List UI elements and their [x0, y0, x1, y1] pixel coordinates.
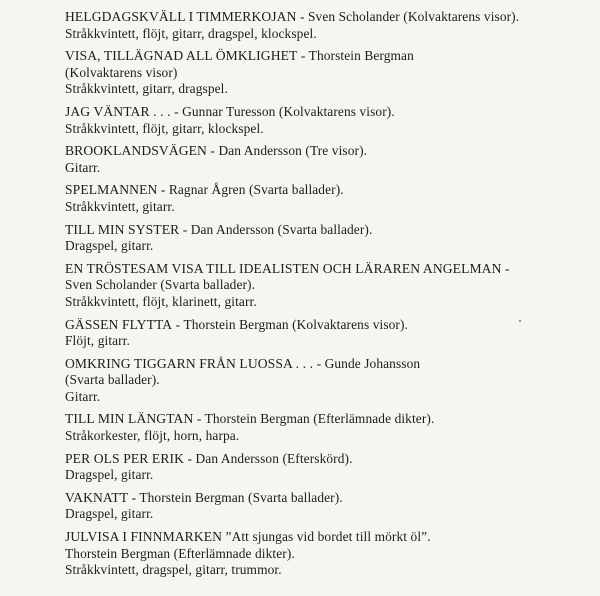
- track-credit: - Thorstein Bergman: [297, 48, 414, 64]
- track-entry: [65, 48, 595, 98]
- track-credit: - Thorstein Bergman (Kolvaktarens visor).: [172, 316, 408, 332]
- track-detail-line: Dragspel, gitarr.: [65, 467, 154, 483]
- track-credit: - Dan Andersson (Efterskörd).: [184, 450, 353, 466]
- track-heading-line: [65, 143, 595, 160]
- track-title: JULVISA I FINNMARKEN: [65, 529, 223, 545]
- track-credit: - Sven Scholander (Kolvaktarens visor).: [296, 9, 520, 24]
- track-detail-line: Sven Scholander (Svarta ballader).: [65, 277, 256, 293]
- track-heading-line: [65, 490, 595, 507]
- track-detail-line: Gitarr.: [65, 388, 101, 404]
- track-entry: [65, 182, 595, 215]
- track-entry: [65, 411, 595, 444]
- track-entry: [65, 356, 595, 406]
- track-detail-line: Stråkkvintett, gitarr, dragspel.: [65, 81, 228, 97]
- track-credit: - Gunde Johansson: [313, 355, 421, 371]
- track-heading-line: [65, 104, 595, 121]
- track-entry: [65, 317, 595, 350]
- track-title: JAG VÄNTAR . . .: [65, 103, 171, 119]
- track-detail-line: Dragspel, gitarr.: [65, 506, 154, 522]
- track-credit: - Gunnar Turesson (Kolvaktarens visor).: [170, 103, 395, 119]
- paper-speck: [519, 320, 521, 322]
- track-heading-line: [65, 48, 595, 65]
- track-title: OMKRING TIGGARN FRÅN LUOSSA . . .: [65, 355, 314, 371]
- track-title: GÄSSEN FLYTTA: [65, 316, 173, 332]
- track-credit: - Ragnar Ågren (Svarta ballader).: [157, 182, 344, 198]
- track-detail-line: Flöjt, gitarr.: [65, 333, 131, 349]
- track-entry: [65, 222, 595, 255]
- track-detail-line: Stråkkvintett, flöjt, klarinett, gitarr.: [65, 293, 257, 309]
- track-heading-line: [65, 451, 595, 468]
- track-detail-line: Stråkkvintett, flöjt, gitarr, dragspel, klockspel.: [65, 25, 317, 41]
- track-entry: [65, 143, 595, 176]
- track-credit: ”Att sjungas vid bordet till mörkt öl”.: [222, 529, 431, 545]
- track-credit: - Thorstein Bergman (Efterlämnade dikter).: [193, 411, 435, 427]
- track-entry: [65, 490, 595, 523]
- track-title: SPELMANNEN: [65, 182, 158, 198]
- track-title: VISA, TILLÄGNAD ALL ÖMKLIGHET: [65, 48, 298, 64]
- track-entry: [65, 104, 595, 137]
- track-detail-line: Stråkkvintett, flöjt, gitarr, klockspel.: [65, 120, 264, 136]
- track-entry: [65, 451, 595, 484]
- track-title: TILL MIN SYSTER: [65, 221, 180, 237]
- track-heading-line: [65, 261, 595, 278]
- track-heading-line: [65, 411, 595, 428]
- track-detail-line: Gitarr.: [65, 159, 101, 175]
- track-detail-line: Stråkorkester, flöjt, horn, harpa.: [65, 428, 240, 444]
- track-heading-line: [65, 9, 595, 26]
- track-entry: [65, 9, 595, 42]
- track-heading-line: [65, 356, 595, 373]
- track-title: VAKNATT: [65, 489, 129, 505]
- track-title: PER OLS PER ERIK: [65, 450, 185, 466]
- track-title: HELGDAGSKVÄLL I TIMMERKOJAN: [65, 9, 297, 24]
- track-credit: - Thorstein Bergman (Svarta ballader).: [128, 489, 343, 505]
- track-detail-line: (Svarta ballader).: [65, 372, 160, 388]
- track-heading-line: [65, 317, 595, 334]
- track-title: BROOKLANDSVÄGEN: [65, 143, 207, 159]
- track-list: [65, 9, 595, 585]
- track-detail-line: Stråkkvintett, dragspel, gitarr, trummor.: [65, 562, 282, 578]
- track-credit: - Dan Andersson (Tre visor).: [206, 143, 368, 159]
- track-heading-line: [65, 529, 595, 546]
- track-detail-line: Thorstein Bergman (Efterlämnade dikter).: [65, 545, 295, 561]
- track-detail-line: Dragspel, gitarr.: [65, 238, 154, 254]
- track-detail-line: (Kolvaktarens visor): [65, 64, 178, 80]
- track-entry: [65, 261, 595, 311]
- track-detail-line: Stråkkvintett, gitarr.: [65, 198, 175, 214]
- track-credit: - Dan Andersson (Svarta ballader).: [179, 221, 373, 237]
- track-heading-line: [65, 182, 595, 199]
- track-title: EN TRÖSTESAM VISA TILL IDEALISTEN OCH LÄRAREN ANGELMAN: [65, 260, 502, 276]
- track-heading-line: [65, 222, 595, 239]
- track-credit: -: [501, 260, 510, 276]
- track-title: TILL MIN LÄNGTAN: [65, 411, 194, 427]
- track-entry: [65, 529, 595, 579]
